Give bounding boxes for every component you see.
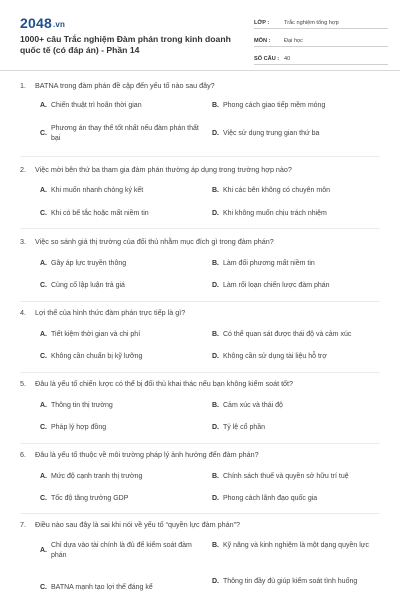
option-text: Làm rối loạn chiến lược đàm phán xyxy=(223,282,330,289)
page-title: 1000+ câu Trắc nghiệm Đàm phán trong kinh doanh quốc tế (có đáp án) - Phần 14 xyxy=(20,34,231,55)
meta-key: LỚP : xyxy=(254,20,270,26)
option-a[interactable] xyxy=(40,472,142,482)
option-a[interactable] xyxy=(40,401,113,411)
option-letter: D. xyxy=(212,353,219,361)
option-text: Làm đối phương mất niềm tin xyxy=(223,260,315,267)
option-text: Không cần sử dụng tài liệu hỗ trợ xyxy=(223,353,327,360)
option-letter: D. xyxy=(212,282,219,290)
question-7 xyxy=(20,519,390,529)
option-text: Chiến thuật trì hoãn thời gian xyxy=(51,102,142,109)
option-letter: D. xyxy=(212,210,219,218)
option-letter: C. xyxy=(40,424,47,432)
option-a[interactable] xyxy=(40,101,142,111)
meta-row-count xyxy=(254,49,388,65)
option-b[interactable] xyxy=(212,401,283,411)
meta-value: Trắc nghiệm tổng hợp xyxy=(284,20,339,26)
option-text: Pháp lý hợp đồng xyxy=(51,424,107,431)
option-d[interactable] xyxy=(212,129,319,139)
question-text: BATNA trong đàm phán đề cập đến yếu tố nào sau đây? xyxy=(35,80,215,90)
option-text: Tốc độ tăng trưởng GDP xyxy=(51,495,129,502)
option-letter: C. xyxy=(40,210,47,218)
option-text: Tiết kiệm thời gian và chi phí xyxy=(51,331,141,338)
option-text: Không cần chuẩn bị kỹ lưỡng xyxy=(51,353,143,360)
divider xyxy=(20,513,380,514)
option-letter: A. xyxy=(40,102,47,110)
option-letter: B. xyxy=(212,542,219,550)
option-c[interactable] xyxy=(40,423,106,433)
option-letter: B. xyxy=(212,260,219,268)
option-c[interactable] xyxy=(40,352,142,362)
divider xyxy=(20,156,380,157)
page-header xyxy=(0,0,400,71)
question-number: 3. xyxy=(20,236,26,246)
option-text: Phong cách lãnh đạo quốc gia xyxy=(223,495,318,502)
option-a[interactable] xyxy=(40,186,143,196)
question-number: 5. xyxy=(20,378,26,388)
option-letter: A. xyxy=(40,473,47,481)
option-letter: D. xyxy=(212,578,219,586)
option-letter: C. xyxy=(40,130,47,137)
option-text: Kỹ năng và kinh nghiệm là một dạng quyền lực xyxy=(223,542,369,549)
question-text: Điều nào sau đây là sai khi nói về yếu tố “quyền lực đàm phán”? xyxy=(35,519,240,529)
option-letter: A. xyxy=(40,547,47,554)
option-letter: B. xyxy=(212,402,219,410)
option-b[interactable] xyxy=(212,186,330,196)
option-d[interactable] xyxy=(212,494,317,504)
option-text: Có thể quan sát được thái độ và cảm xúc xyxy=(223,331,352,338)
option-d[interactable] xyxy=(212,352,327,362)
question-text: Đâu là yếu tố thuộc về môi trường pháp lý ảnh hưởng đến đàm phán? xyxy=(35,449,259,459)
question-1 xyxy=(20,80,390,90)
option-text: Thông tin thị trường xyxy=(51,402,113,409)
option-b[interactable] xyxy=(212,330,351,340)
option-text: Khi không muốn chịu trách nhiệm xyxy=(223,210,327,217)
option-a[interactable] xyxy=(40,330,140,340)
option-c[interactable] xyxy=(40,124,200,143)
option-text: Tỷ lệ cổ phần xyxy=(223,424,266,431)
option-letter: B. xyxy=(212,331,219,339)
meta-table xyxy=(254,13,388,67)
option-text: Cảm xúc và thái độ xyxy=(223,402,283,409)
option-letter: B. xyxy=(212,187,219,195)
meta-key: SỐ CÂU : xyxy=(254,56,280,62)
option-text: Chỉ dựa vào tài chính là đủ để kiểm soát đàm phán xyxy=(51,542,192,559)
question-5 xyxy=(20,378,390,388)
option-text: Củng cố lập luận trả giá xyxy=(51,282,125,289)
option-text: Gây áp lực truyền thông xyxy=(51,260,127,267)
option-text: Phong cách giao tiếp mềm mỏng xyxy=(223,102,326,109)
option-text: Thông tin đầy đủ giúp kiểm soát tình huống xyxy=(223,578,358,585)
option-a[interactable] xyxy=(40,259,126,269)
option-text: Mức độ cạnh tranh thị trường xyxy=(51,473,143,480)
option-letter: D. xyxy=(212,424,219,432)
meta-row-class xyxy=(254,13,388,29)
option-letter: A. xyxy=(40,187,47,195)
option-text: Việc sử dụng trung gian thứ ba xyxy=(223,130,320,137)
question-number: 7. xyxy=(20,519,26,529)
option-letter: D. xyxy=(212,495,219,503)
option-b[interactable] xyxy=(212,541,382,551)
meta-key: MÔN : xyxy=(254,38,271,44)
option-letter: B. xyxy=(212,102,219,110)
option-letter: A. xyxy=(40,331,47,339)
option-letter: C. xyxy=(40,584,47,592)
option-b[interactable] xyxy=(212,101,325,111)
option-d[interactable] xyxy=(212,423,265,433)
option-c[interactable] xyxy=(40,494,128,504)
question-text: Lợi thế của hình thức đàm phán trực tiếp là gì? xyxy=(35,307,186,317)
option-letter: C. xyxy=(40,353,47,361)
option-letter: D. xyxy=(212,130,219,138)
divider xyxy=(20,372,380,373)
meta-value: Đại học xyxy=(284,38,303,44)
logo-text: 2048 xyxy=(20,15,52,31)
question-number: 6. xyxy=(20,449,26,459)
option-b[interactable] xyxy=(212,259,315,269)
option-letter: C. xyxy=(40,495,47,503)
question-6 xyxy=(20,449,390,459)
option-letter: A. xyxy=(40,260,47,268)
option-text: Khi có bế tắc hoặc mất niềm tin xyxy=(51,210,149,217)
option-text: Chính sách thuế và quyền sở hữu trí tuệ xyxy=(223,473,349,480)
question-text: Đâu là yếu tố chiến lược có thể bị đối thủ khai thác nếu bạn không kiểm soát tốt? xyxy=(35,378,294,388)
logo-suffix: .vn xyxy=(52,20,66,29)
question-text: Việc mời bên thứ ba tham gia đàm phán thường áp dụng trong trường hợp nào? xyxy=(35,164,292,174)
question-2 xyxy=(20,164,390,174)
meta-value: 40 xyxy=(284,56,291,62)
option-letter: A. xyxy=(40,402,47,410)
option-d[interactable] xyxy=(212,281,330,291)
option-d[interactable] xyxy=(212,577,382,587)
option-b[interactable] xyxy=(212,472,349,482)
question-number: 4. xyxy=(20,307,26,317)
option-a[interactable] xyxy=(40,541,200,560)
option-c[interactable] xyxy=(40,209,149,219)
option-text: Khi muốn nhanh chóng ký kết xyxy=(51,187,144,194)
question-4 xyxy=(20,307,390,317)
question-text: Việc so sánh giá thị trường của đối thủ nhằm mục đích gì trong đàm phán? xyxy=(35,236,274,246)
option-c[interactable] xyxy=(40,281,125,291)
divider xyxy=(20,301,380,302)
meta-row-subject xyxy=(254,31,388,47)
option-letter: B. xyxy=(212,473,219,481)
option-text: BATNA mạnh tạo lợi thế đáng kể xyxy=(51,584,153,591)
option-d[interactable] xyxy=(212,209,327,219)
option-letter: C. xyxy=(40,282,47,290)
divider xyxy=(20,228,380,229)
question-number: 1. xyxy=(20,80,26,90)
option-text: Khi các bên không có chuyên môn xyxy=(223,187,331,194)
question-number: 2. xyxy=(20,164,26,174)
divider xyxy=(20,443,380,444)
option-text: Phương án thay thế tốt nhất nếu đàm phán thất bại xyxy=(51,125,199,142)
question-3 xyxy=(20,236,390,246)
option-c[interactable] xyxy=(40,583,153,593)
site-logo[interactable] xyxy=(20,15,65,31)
